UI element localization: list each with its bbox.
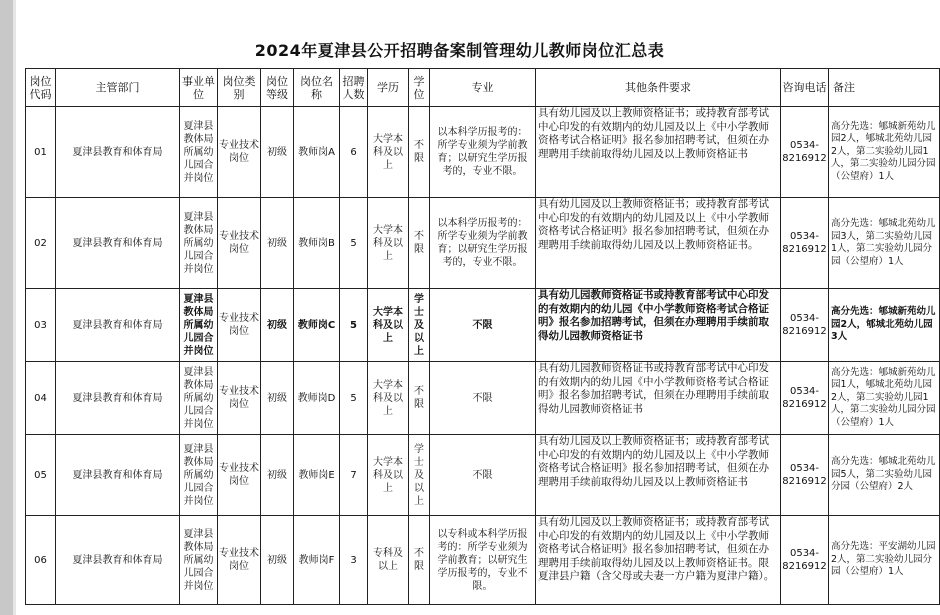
header-degree: 学位 xyxy=(409,69,430,107)
cell-education: 大学本科及以上 xyxy=(368,198,409,289)
cell-code: 05 xyxy=(26,435,56,516)
cell-unit: 夏津县教体局所属幼儿园合并岗位 xyxy=(180,516,218,605)
cell-education: 专科及以上 xyxy=(368,516,409,605)
cell-education: 大学本科及以上 xyxy=(368,362,409,435)
cell-unit: 夏津县教体局所属幼儿园合并岗位 xyxy=(180,107,218,198)
cell-major: 不限 xyxy=(430,435,536,516)
positions-table xyxy=(25,68,940,605)
cell-level: 初级 xyxy=(261,107,294,198)
table-row xyxy=(26,362,940,435)
cell-dept: 夏津县教育和体育局 xyxy=(56,198,180,289)
cell-conditions: 具有幼儿园及以上教师资格证书；或持教育部考试中心印发的有效期内的幼儿园及以上《中小学教师资格考试合格证明》报名参加招聘考试，但须在办理聘用手续前取得幼儿园及以上教师资格证书 xyxy=(536,435,781,516)
cell-category: 专业技术岗位 xyxy=(218,435,261,516)
cell-degree: 学士及以上 xyxy=(409,289,430,362)
cell-name: 教师岗A xyxy=(294,107,340,198)
cell-dept: 夏津县教育和体育局 xyxy=(56,289,180,362)
viewer-left-edge xyxy=(0,0,13,615)
cell-count: 7 xyxy=(340,435,368,516)
cell-name: 教师岗C xyxy=(294,289,340,362)
cell-major: 不限 xyxy=(430,289,536,362)
header-dept: 主管部门 xyxy=(56,69,180,107)
cell-code: 02 xyxy=(26,198,56,289)
cell-notes: 高分先选：郇城新苑幼儿园2人，郇城北苑幼儿园3人 xyxy=(829,289,940,362)
cell-phone: 0534-8216912 xyxy=(781,289,829,362)
cell-level: 初级 xyxy=(261,289,294,362)
table-row xyxy=(26,198,940,289)
cell-phone: 0534-8216912 xyxy=(781,198,829,289)
header-unit: 事业单位 xyxy=(180,69,218,107)
header-count: 招聘人数 xyxy=(340,69,368,107)
cell-count: 5 xyxy=(340,198,368,289)
header-education: 学历 xyxy=(368,69,409,107)
cell-conditions: 具有幼儿园教师资格证书或持教育部考试中心印发的有效期内的幼儿园《中小学教师资格考试合格证明》报名参加招聘考试，但须在办理聘用手续前取得幼儿园教师资格证书 xyxy=(536,362,781,435)
table-row xyxy=(26,516,940,605)
header-notes: 备注 xyxy=(829,69,940,107)
cell-education: 大学本科及以上 xyxy=(368,107,409,198)
cell-conditions: 具有幼儿园教师资格证书或持教育部考试中心印发的有效期内的幼儿园《中小学教师资格考试合格证明》报名参加招聘考试，但须在办理聘用手续前取得幼儿园教师资格证书 xyxy=(536,289,781,362)
cell-category: 专业技术岗位 xyxy=(218,362,261,435)
cell-phone: 0534-8216912 xyxy=(781,516,829,605)
header-major: 专业 xyxy=(430,69,536,107)
cell-unit: 夏津县教体局所属幼儿园合并岗位 xyxy=(180,435,218,516)
cell-name: 教师岗E xyxy=(294,435,340,516)
cell-unit: 夏津县教体局所属幼儿园合并岗位 xyxy=(180,362,218,435)
cell-education: 大学本科及以上 xyxy=(368,435,409,516)
cell-notes: 高分先选：郇城新苑幼儿园1人，郇城北苑幼儿园2人，第二实验幼儿园1人，第二实验幼儿园分园（公望府）1人 xyxy=(829,362,940,435)
cell-level: 初级 xyxy=(261,198,294,289)
cell-major: 以专科或本科学历报考的：所学专业须为学前教育；以研究生学历报考的，专业不限。 xyxy=(430,516,536,605)
cell-category: 专业技术岗位 xyxy=(218,289,261,362)
cell-dept: 夏津县教育和体育局 xyxy=(56,362,180,435)
cell-unit: 夏津县教体局所属幼儿园合并岗位 xyxy=(180,198,218,289)
cell-category: 专业技术岗位 xyxy=(218,107,261,198)
cell-unit: 夏津县教体局所属幼儿园合并岗位 xyxy=(180,289,218,362)
cell-major: 以本科学历报考的：所学专业须为学前教育；以研究生学历报考的，专业不限。 xyxy=(430,107,536,198)
cell-code: 04 xyxy=(26,362,56,435)
header-phone: 咨询电话 xyxy=(781,69,829,107)
table-row xyxy=(26,107,940,198)
header-category: 岗位类别 xyxy=(218,69,261,107)
cell-category: 专业技术岗位 xyxy=(218,198,261,289)
cell-notes: 高分先选：郇城北苑幼儿园3人，第二实验幼儿园1人，第二实验幼儿园分园（公望府）1人 xyxy=(829,198,940,289)
cell-code: 06 xyxy=(26,516,56,605)
cell-count: 5 xyxy=(340,362,368,435)
cell-conditions: 具有幼儿园及以上教师资格证书；或持教育部考试中心印发的有效期内的幼儿园及以上《中小学教师资格考试合格证明》报名参加招聘考试，但须在办理聘用手续前取得幼儿园及以上教师资格证书。限夏津县户籍（含父母或夫妻一方户籍为夏津户籍）。 xyxy=(536,516,781,605)
header-code: 岗位代码 xyxy=(26,69,56,107)
cell-degree: 不限 xyxy=(409,107,430,198)
table-header-row xyxy=(26,69,940,107)
header-name: 岗位名称 xyxy=(294,69,340,107)
cell-notes: 高分先选：郇城北苑幼儿园5人，第二实验幼儿园分园（公望府）2人 xyxy=(829,435,940,516)
cell-level: 初级 xyxy=(261,516,294,605)
cell-dept: 夏津县教育和体育局 xyxy=(56,516,180,605)
table-row xyxy=(26,435,940,516)
cell-dept: 夏津县教育和体育局 xyxy=(56,435,180,516)
cell-degree: 不限 xyxy=(409,362,430,435)
cell-notes: 高分先选：平安湖幼儿园2人，第二实验幼儿园分园（公望府）1人 xyxy=(829,516,940,605)
cell-dept: 夏津县教育和体育局 xyxy=(56,107,180,198)
header-conditions: 其他条件要求 xyxy=(536,69,781,107)
cell-conditions: 具有幼儿园及以上教师资格证书；或持教育部考试中心印发的有效期内的幼儿园及以上《中小学教师资格考试合格证明》报名参加招聘考试，但须在办理聘用手续前取得幼儿园及以上教师资格证书。 xyxy=(536,198,781,289)
cell-count: 3 xyxy=(340,516,368,605)
cell-phone: 0534-8216912 xyxy=(781,435,829,516)
cell-category: 专业技术岗位 xyxy=(218,516,261,605)
cell-phone: 0534-8216912 xyxy=(781,107,829,198)
cell-name: 教师岗D xyxy=(294,362,340,435)
cell-count: 5 xyxy=(340,289,368,362)
cell-degree: 学士及以上 xyxy=(409,435,430,516)
cell-degree: 不限 xyxy=(409,198,430,289)
cell-conditions: 具有幼儿园及以上教师资格证书；或持教育部考试中心印发的有效期内的幼儿园及以上《中小学教师资格考试合格证明》报名参加招聘考试，但须在办理聘用手续前取得幼儿园及以上教师资格证书 xyxy=(536,107,781,198)
cell-count: 6 xyxy=(340,107,368,198)
table-row xyxy=(26,289,940,362)
cell-degree: 不限 xyxy=(409,516,430,605)
cell-name: 教师岗F xyxy=(294,516,340,605)
header-level: 岗位等级 xyxy=(261,69,294,107)
cell-phone: 0534-8216912 xyxy=(781,362,829,435)
cell-code: 01 xyxy=(26,107,56,198)
cell-level: 初级 xyxy=(261,362,294,435)
viewer-left-edge-shadow xyxy=(13,0,16,615)
page-title: 2024年夏津县公开招聘备案制管理幼儿教师岗位汇总表 xyxy=(254,41,665,60)
cell-level: 初级 xyxy=(261,435,294,516)
cell-major: 以本科学历报考的：所学专业须为学前教育；以研究生学历报考的，专业不限。 xyxy=(430,198,536,289)
cell-education: 大学本科及以上 xyxy=(368,289,409,362)
cell-major: 不限 xyxy=(430,362,536,435)
cell-code: 03 xyxy=(26,289,56,362)
cell-notes: 高分先选：郇城新苑幼儿园2人，郇城北苑幼儿园2人，第二实验幼儿园1人，第二实验幼儿园分园（公望府）1人 xyxy=(829,107,940,198)
cell-name: 教师岗B xyxy=(294,198,340,289)
